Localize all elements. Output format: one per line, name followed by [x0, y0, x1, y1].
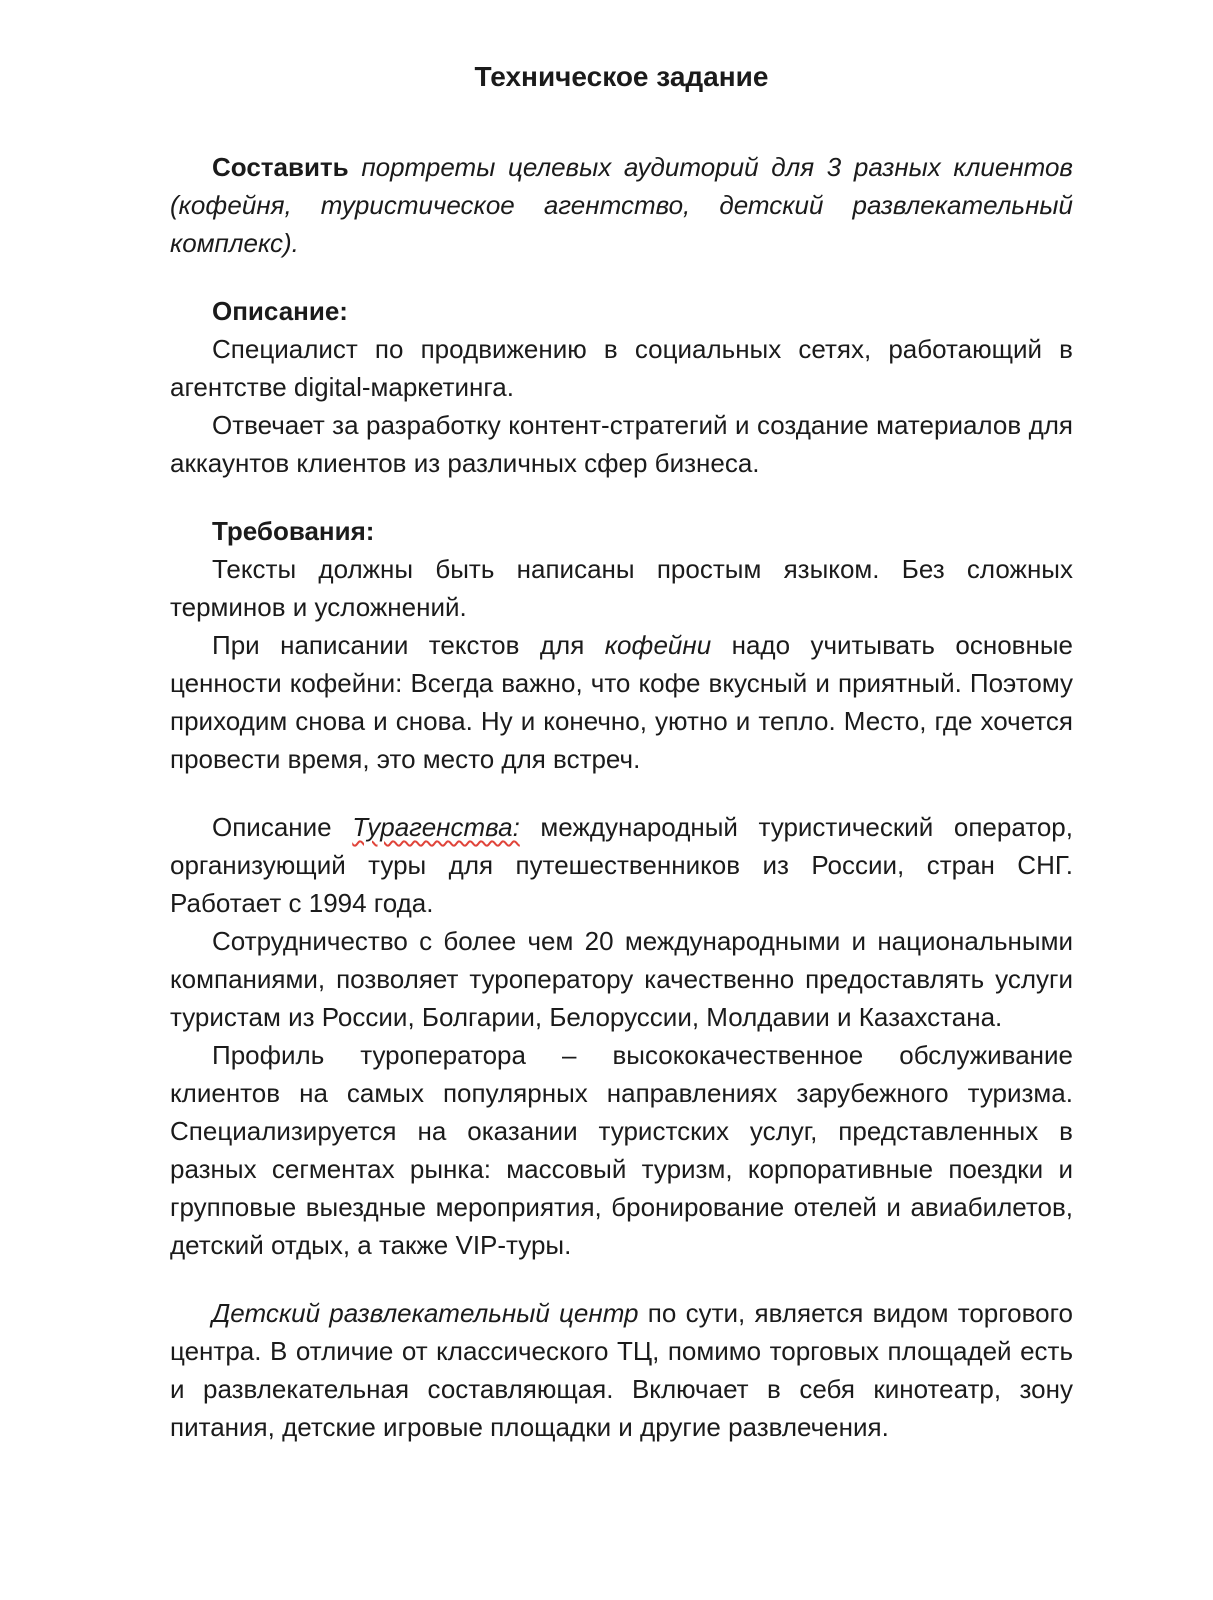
intro-lead-italic: портреты целевых аудиторий для 3 разных клиентов (кофейня, туристическое агентство, детский развлекательный комплекс). — [170, 152, 1073, 258]
kids-paragraph-1 — [170, 1294, 1073, 1446]
requirements-heading: Требования: — [212, 516, 375, 546]
tour-p1-run1: Описание — [212, 812, 353, 842]
tour-paragraph-3: Профиль туроператора – высококачественное обслуживание клиентов на самых популярных направлениях зарубежного туризма. Специализируется на оказании туристских услуг, представленных в разных сегментах рынка: массовый туризм, корпоративные поездки и групповые выездные мероприятия, бронирование отелей и авиабилетов, детский отдых, а также VIP-туры. — [170, 1040, 1073, 1260]
requirements-p2-run2: надо учитывать основные ценности кофейни: Всегда важно, что кофе вкусный и приятный. Поэтому приходим снова и снова. Ну и конечно, уютно и тепло. Место, где хочется провести время, это место для встреч. — [170, 630, 1074, 774]
description-section — [170, 292, 1073, 482]
requirements-paragraph-2 — [170, 626, 1073, 778]
description-paragraph-1: Специалист по продвижению в социальных сетях, работающий в агентстве digital-маркетинга. — [170, 334, 1073, 402]
tour-paragraph-2: Сотрудничество с более чем 20 международными и национальными компаниями, позволяет туроператору качественно предоставлять услуги туристам из России, Болгарии, Белоруссии, Молдавии и Казахстана. — [170, 926, 1073, 1032]
requirements-p2-run1: При написании текстов для — [212, 630, 605, 660]
kids-p1-run1: по сути, является видом торгового центра. В отличие от классического ТЦ, помимо торговых площадей есть и развлекательная составляющая. Включает в себя кинотеатр, зону питания, детские игровые площадки и другие развлечения. — [170, 1298, 1073, 1442]
requirements-p2-italic-term: кофейни — [604, 630, 712, 660]
intro-paragraph — [170, 148, 1073, 262]
tour-p1-run2: международный туристический оператор, организующий туры для путешественников из России, стран СНГ. Работает с 1994 года. — [170, 812, 1073, 918]
kids-p1-italic-term: Детский развлекательный центр — [212, 1298, 639, 1328]
tour-p1-misspelled-term: Турагенства: — [352, 812, 520, 842]
document-title: Техническое задание — [474, 61, 769, 92]
requirements-paragraph-1: Тексты должны быть написаны простым языком. Без сложных терминов и усложнений. — [170, 554, 1073, 622]
requirements-section — [170, 512, 1073, 778]
kids-center-section — [170, 1294, 1073, 1446]
tour-agency-section — [170, 808, 1073, 1264]
description-paragraph-2: Отвечает за разработку контент-стратегий и создание материалов для аккаунтов клиентов из различных сфер бизнеса. — [170, 410, 1073, 478]
intro-lead-bold: Составить — [212, 152, 362, 182]
intro-group — [170, 148, 1073, 262]
tour-paragraph-1 — [170, 808, 1073, 922]
description-heading: Описание: — [212, 296, 348, 326]
